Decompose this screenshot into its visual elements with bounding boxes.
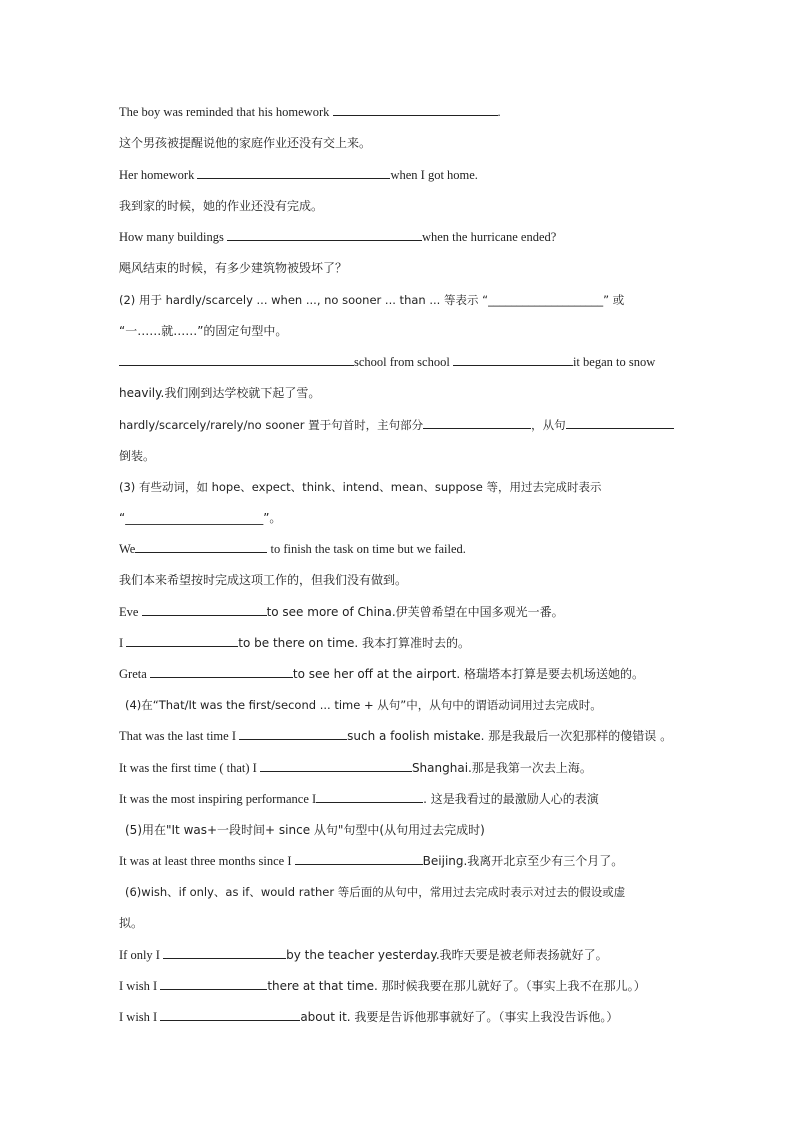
fill-blank[interactable]	[295, 850, 423, 865]
sentence-text: I	[119, 636, 124, 650]
fill-blank[interactable]	[135, 538, 267, 553]
sentence-text: to finish the task on time but we failed.	[270, 542, 466, 556]
fill-blank[interactable]	[160, 975, 267, 990]
rule-2-note-cont: 倒装。	[119, 449, 156, 463]
sentence-text: Shanghai.那是我第一次去上海。	[411, 761, 592, 775]
translation-3: 飓风结束的时候，有多少建筑物被毁坏了？	[119, 261, 348, 275]
rule-4-heading: (4)在“That/It was the first/second ... time + 从句”中，从句中的谓语动词用过去完成时。	[125, 698, 602, 712]
sentence-text: It was the most inspiring performance I	[119, 792, 317, 806]
sentence-11	[119, 788, 677, 810]
fill-blank[interactable]	[119, 351, 354, 366]
sentence-text: when the hurricane ended?	[421, 230, 557, 244]
sentence-text: Greta	[119, 667, 147, 681]
rule-2-note	[119, 414, 677, 436]
fill-blank[interactable]	[126, 632, 238, 647]
fill-blank[interactable]	[566, 414, 674, 429]
sentence-text: such a foolish mistake. 那是我最后一次犯那样的傻错误 。	[347, 729, 673, 743]
rule-6-heading: (6)wish、if only、as if、would rather 等后面的从句中，常用过去完成时表示对过去的假设或虚	[125, 885, 626, 899]
sentence-3	[119, 226, 677, 248]
rule-6-heading-cont: 拟。	[119, 916, 144, 930]
fill-blank[interactable]	[150, 663, 293, 678]
rule-3-heading-cont: “_______________________”。	[119, 511, 282, 525]
sentence-text: How many buildings	[119, 230, 224, 244]
sentence-text: . 这是我看过的最激励人心的表演	[423, 792, 599, 806]
fill-blank[interactable]	[316, 788, 423, 803]
sentence-text: about it. 我要是告诉他那事就好了。（事实上我没告诉他。）	[300, 1010, 619, 1024]
translation-5: 我们本来希望按时完成这项工作的，但我们没有做到。	[119, 573, 408, 587]
note-text: hardly/scarcely/rarely/no sooner 置于句首时，主句部分	[119, 418, 424, 432]
fill-blank[interactable]	[163, 944, 286, 959]
sentence-text: Her homework	[119, 168, 195, 182]
fill-blank[interactable]	[260, 757, 412, 772]
fill-blank[interactable]	[333, 101, 498, 116]
translation-1: 这个男孩被提醒说他的家庭作业还没有交上来。	[119, 136, 372, 150]
rule-2-heading-cont: “一……就……”的固定句型中。	[119, 324, 288, 338]
sentence-text: Beijing.我离开北京至少有三个月了。	[422, 854, 624, 868]
sentence-10	[119, 757, 677, 779]
note-text: ，从句	[531, 418, 566, 432]
sentence-text: .	[497, 105, 501, 119]
fill-blank[interactable]	[227, 226, 422, 241]
sentence-text: The boy was reminded that his homework	[119, 105, 330, 119]
sentence-text: it began to snow	[572, 355, 656, 369]
fill-blank[interactable]	[197, 164, 390, 179]
sentence-6	[119, 601, 677, 623]
fill-blank[interactable]	[239, 725, 347, 740]
fill-blank[interactable]	[423, 414, 531, 429]
sentence-text: to be there on time. 我本打算准时去的。	[238, 636, 471, 650]
translation-4: heavily.我们刚到达学校就下起了雪。	[119, 386, 321, 400]
sentence-text: school from school	[354, 355, 450, 369]
sentence-1	[119, 101, 677, 123]
sentence-14	[119, 975, 677, 997]
sentence-9	[119, 725, 677, 747]
translation-2: 我到家的时候，她的作业还没有完成。	[119, 199, 324, 213]
sentence-text: We	[119, 542, 136, 556]
rule-3-heading: (3) 有些动词，如 hope、expect、think、intend、mean、suppose 等，用过去完成时表示	[119, 480, 602, 494]
sentence-text: I wish I	[119, 979, 158, 993]
sentence-text: That was the last time I	[119, 729, 236, 743]
rule-2-heading: (2) 用于 hardly/scarcely ... when ..., no sooner ... than ... 等表示 “____________________” 或	[119, 293, 625, 307]
fill-blank[interactable]	[142, 601, 267, 616]
sentence-text: when I got home.	[390, 168, 478, 182]
sentence-7	[119, 632, 677, 654]
fill-blank[interactable]	[453, 351, 573, 366]
sentence-8	[119, 663, 677, 685]
sentence-text: to see her off at the airport. 格瑞塔本打算是要去机场送她的。	[292, 667, 644, 681]
sentence-12	[119, 850, 677, 872]
sentence-text: It was the first time ( that) I	[119, 761, 257, 775]
sentence-text: If only I	[119, 948, 160, 962]
sentence-13	[119, 944, 677, 966]
sentence-2	[119, 164, 677, 186]
rule-5-heading: (5)用在"It was+一段时间+ since 从句"句型中(从句用过去完成时)	[125, 823, 485, 837]
sentence-text: It was at least three months since I	[119, 854, 292, 868]
sentence-text: I wish I	[119, 1010, 158, 1024]
sentence-15	[119, 1006, 677, 1028]
sentence-text: by the teacher yesterday.我昨天要是被老师表扬就好了。	[286, 948, 608, 962]
sentence-5	[119, 538, 677, 560]
sentence-4	[119, 351, 677, 373]
sentence-text: Eve	[119, 605, 139, 619]
sentence-text: to see more of China.伊芙曾希望在中国多观光一番。	[266, 605, 564, 619]
fill-blank[interactable]	[160, 1006, 300, 1021]
sentence-text: there at that time. 那时候我要在那儿就好了。（事实上我不在那儿。）	[267, 979, 646, 993]
